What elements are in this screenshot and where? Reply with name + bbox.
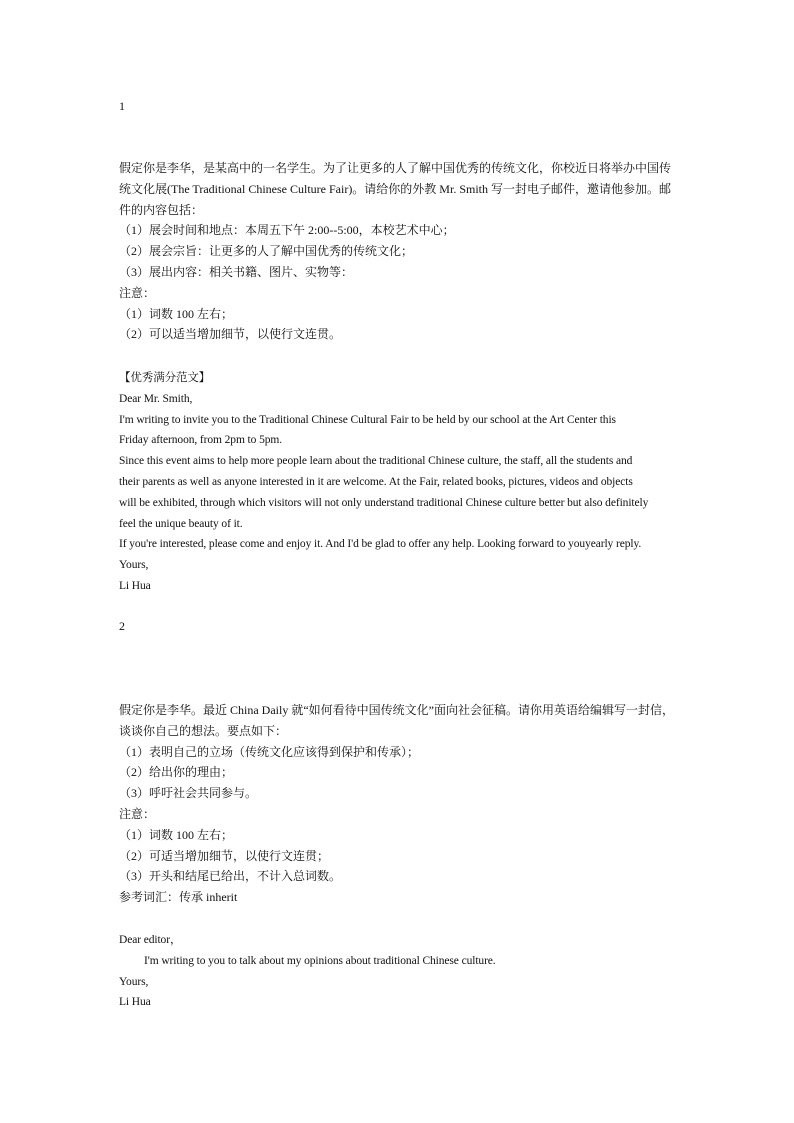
prompt-line: （1）表明自己的立场（传统文化应该得到保护和传承）； (119, 744, 420, 759)
prompt-line: （2）可适当增加细节，以使行文连贯； (119, 848, 330, 863)
prompt-line: 参考词汇：传承 inherit (119, 890, 238, 905)
model-essay-1 (119, 368, 679, 597)
prompt-line: （1）展会时间和地点：本周五下午 2:00--5:00，本校艺术中心； (119, 223, 455, 238)
essay-line: Friday afternoon, from 2pm to 5pm. (119, 434, 283, 447)
letter-line: I'm writing to you to talk about my opinions about traditional Chinese culture. (144, 954, 496, 967)
prompt-line: （3）呼吁社会共同参与。 (119, 786, 258, 801)
prompt-line: 注意： (119, 285, 156, 300)
prompt-line: 件的内容包括： (119, 202, 204, 217)
prompt-line: 假定你是李华，是某高中的一名学生。为了让更多的人了解中国优秀的传统文化，你校近日将举办中国传 (119, 161, 672, 175)
question-number-2: 2 (119, 619, 125, 633)
essay-line: Since this event aims to help more people learn about the traditional Chinese culture, the staff, all the students and (119, 455, 633, 468)
prompt-line: 谈谈你自己的想法。要点如下： (119, 723, 288, 738)
prompt-line: （3）开头和结尾已给出，不计入总词数。 (119, 869, 342, 884)
prompt-line: （2）展会宗旨：让更多的人了解中国优秀的传统文化； (119, 244, 414, 259)
prompt-line: （2）可以适当增加细节，以使行文连贯。 (119, 327, 342, 342)
prompt-line: （3）展出内容：相关书籍、图片、实物等： (119, 264, 354, 279)
essay-line: will be exhibited, through which visitors will not only understand traditional Chinese culture better but also definitely (119, 496, 649, 509)
prompt-line: （1）词数 100 左右； (119, 827, 234, 842)
essay-line: I'm writing to invite you to the Traditional Chinese Cultural Fair to be held by our school at the Art Center this (119, 413, 616, 426)
essay-line: their parents as well as anyone interested in it are welcome. At the Fair, related books, pictures, videos and objects (119, 475, 633, 488)
letter-line: Yours, (119, 975, 149, 988)
question-number-1: 1 (119, 99, 125, 113)
letter-template-2 (119, 930, 679, 1013)
essay-line: Li Hua (119, 579, 151, 592)
essay-line: Dear Mr. Smith, (119, 392, 193, 405)
prompt-line: （2）给出你的理由； (119, 765, 234, 780)
letter-line: Li Hua (119, 996, 151, 1009)
essay-line: If you're interested, please come and enjoy it. And I'd be glad to offer any help. Looking forward to youyearly reply. (119, 538, 642, 551)
essay-line: Yours, (119, 559, 149, 572)
essay-line: feel the unique beauty of it. (119, 517, 243, 530)
essay-heading: 【优秀满分范文】 (119, 372, 211, 384)
prompt-line: 统文化展(The Traditional Chinese Culture Fair)。请给你的外教 Mr. Smith 写一封电子邮件，邀请他参加。邮 (119, 181, 671, 196)
letter-line: Dear editor， (119, 934, 182, 946)
question-2-prompt (119, 700, 679, 908)
prompt-line: （1）词数 100 左右； (119, 306, 234, 321)
prompt-line: 假定你是李华。最近 China Daily 就“如何看待中国传统文化”面向社会征稿。请你用英语给编辑写一封信， (119, 703, 674, 717)
question-1-prompt (119, 158, 679, 345)
prompt-line: 注意： (119, 806, 156, 821)
